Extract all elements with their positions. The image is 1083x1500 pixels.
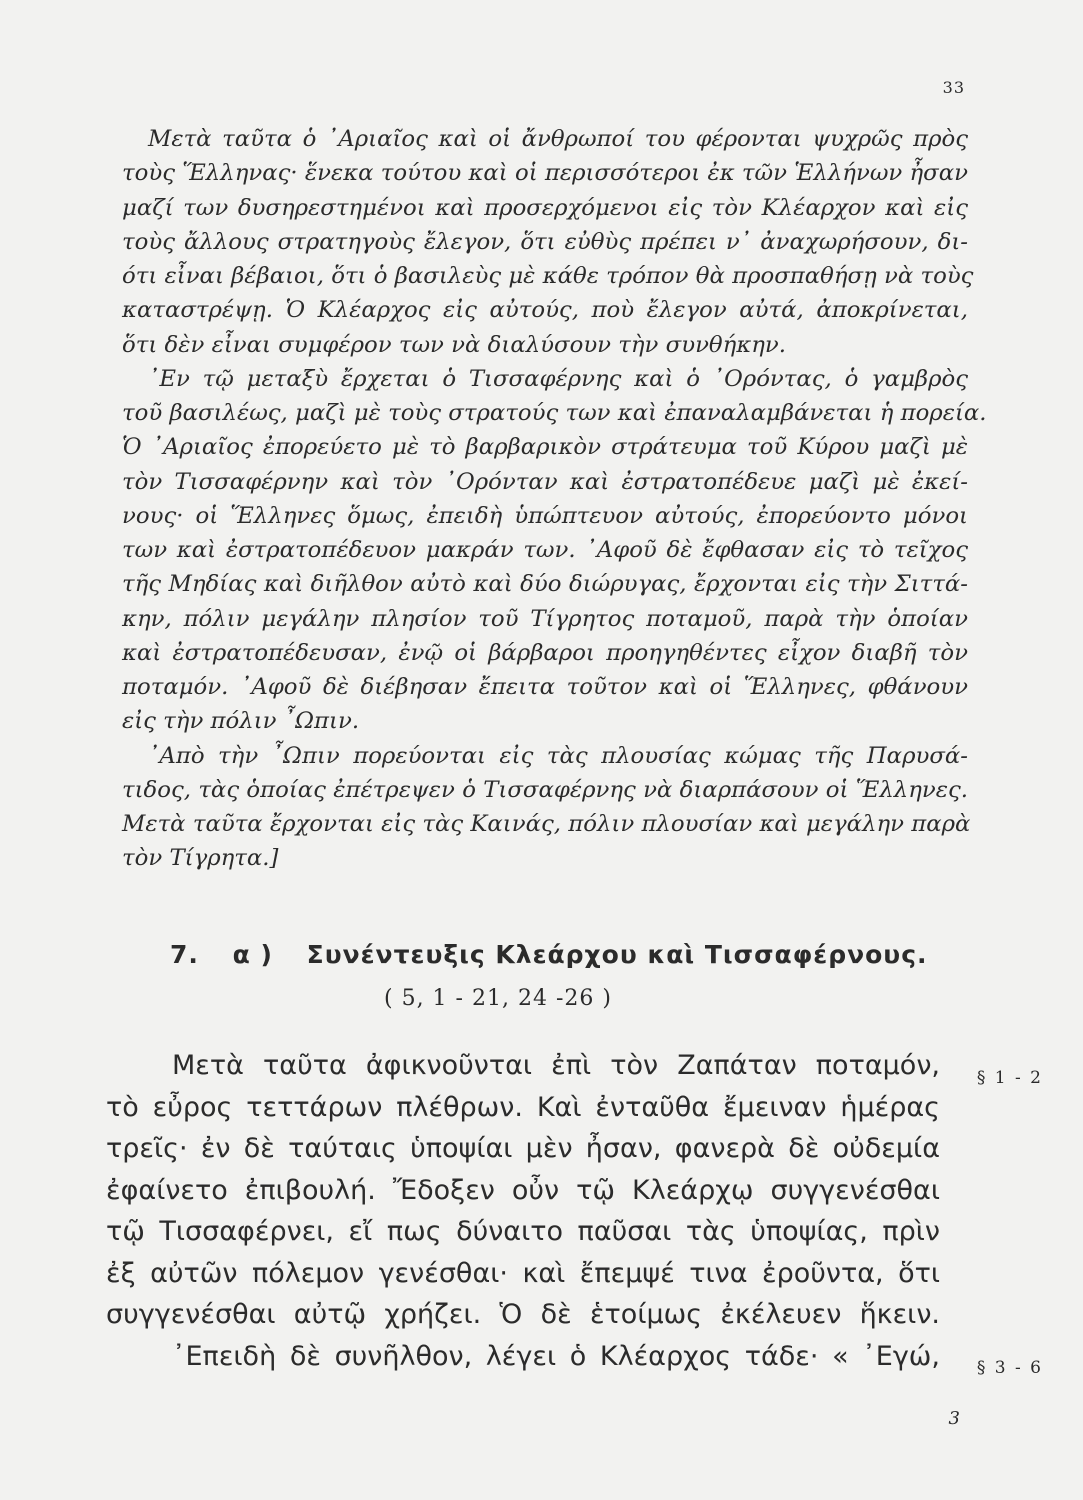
translation-line: ᾿Απὸ τὴν ῏Ωπιν πορεύονται εἰς τὰς πλουσίας κώμας τῆς Παρυσά- [148, 742, 968, 769]
ancient-line: ἐφαίνετο ἐπιβουλή. Ἔδοξεν οὖν τῷ Κλεάρχῳ συγγενέσθαι [106, 1174, 940, 1206]
translation-line: ᾿Εν τῷ μεταξὺ ἔρχεται ὁ Τισσαφέρνης καὶ ὁ ᾿Ορόντας, ὁ γαμβρὸς [148, 365, 968, 392]
translation-line: τιδος, τὰς ὁποίας ἐπέτρεψεν ὁ Τισσαφέρνης νὰ διαρπάσουν οἱ Ἕλληνες. [122, 776, 968, 803]
translation-line: καὶ ἐστρατοπέδευσαν, ἐνῷ οἱ βάρβαροι προηγηθέντες εἶχον διαβῆ τὸν [122, 639, 968, 666]
ancient-line: ᾿Επειδὴ δὲ συνῆλθον, λέγει ὁ Κλέαρχος τάδε· « ᾿Εγώ, [172, 1340, 940, 1372]
translation-line: εἰς τὴν πόλιν ῏Ωπιν. [122, 708, 360, 735]
translation-line: τοὺς Ἕλληνας· ἕνεκα τούτου καὶ οἱ περισσότεροι ἐκ τῶν Ἑλλήνων ἦσαν [122, 160, 968, 187]
margin-note: § 3 - 6 [976, 1358, 1043, 1378]
translation-text [122, 122, 987, 876]
translation-line: κην, πόλιν μεγάλην πλησίον τοῦ Τίγρητος ποταμοῦ, παρὰ τὴν ὁποίαν [122, 605, 968, 632]
translation-line: Μετὰ ταῦτα ἔρχονται εἰς τὰς Καινάς, πόλιν πλουσίαν καὶ μεγάλην παρὰ [122, 811, 971, 837]
translation-line: των καὶ ἐστρατοπέδευον μακράν των. ᾿Αφοῦ δὲ ἔφθασαν εἰς τὸ τεῖχος [122, 537, 968, 563]
section-number: 7. [170, 940, 199, 969]
translation-line: τοῦ βασιλέως, μαζὶ μὲ τοὺς στρατούς των καὶ ἐπαναλαμβάνεται ἡ πορεία. [122, 400, 987, 426]
signature-mark: 3 [948, 1408, 960, 1429]
ancient-line: τῷ Τισσαφέρνει, εἴ πως δύναιτο παῦσαι τὰς ὑποψίας, πρὶν [106, 1216, 940, 1247]
section-reference: ( 5, 1 - 21, 24 -26 ) [384, 986, 612, 1011]
ancient-line: Μετὰ ταῦτα ἀφικνοῦνται ἐπὶ τὸν Ζαπάταν ποταμόν, [172, 1050, 940, 1081]
ancient-line: τρεῖς· ἐν δὲ ταύταις ὑποψίαι μὲν ἦσαν, φανερὰ δὲ οὐδεμία [106, 1133, 940, 1164]
section-subnumber: α ) [232, 940, 273, 969]
margin-note: § 1 - 2 [976, 1068, 1043, 1088]
ancient-line: τὸ εὖρος τεττάρων πλέθρων. Καὶ ἐνταῦθα ἔμειναν ἡμέρας [106, 1091, 940, 1123]
translation-line: τὸν Τισσαφέρνην καὶ τὸν ᾿Ορόνταν καὶ ἐστρατοπέδευε μαζὶ μὲ ἐκεί- [122, 468, 968, 495]
translation-line: νους· οἱ Ἕλληνες ὅμως, ἐπειδὴ ὑπώπτευον αὐτούς, ἐπορεύοντο μόνοι [122, 502, 968, 529]
ancient-line: συγγενέσθαι αὐτῷ χρήζει. Ὁ δὲ ἑτοίμως ἐκέλευεν ἥκειν. [106, 1299, 940, 1330]
translation-line: καταστρέψῃ. Ὁ Κλέαρχος εἰς αὐτούς, ποὺ ἔλεγον αὐτά, ἀποκρίνεται, [122, 297, 968, 324]
translation-line: Ὁ ᾿Αριαῖος ἐπορεύετο μὲ τὸ βαρβαρικὸν στράτευμα τοῦ Κύρου μαζὶ μὲ [122, 434, 968, 461]
ancient-line: ἐξ αὐτῶν πόλεμον γενέσθαι· καὶ ἔπεμψέ τινα ἐροῦντα, ὅτι [106, 1257, 940, 1289]
section-title: Συνέντευξις Κλεάρχου καὶ Τισσαφέρνους. [306, 940, 928, 969]
translation-line: ὅτι δὲν εἶναι συμφέρον των νὰ διαλύσουν τὴν συνθήκην. [122, 331, 787, 358]
ancient-text [106, 1045, 940, 1377]
translation-line: τῆς Μηδίας καὶ διῆλθον αὐτὸ καὶ δύο διώρυγας, ἔρχονται εἰς τὴν Σιττά- [122, 571, 968, 598]
section-heading [170, 940, 928, 969]
page-number: 33 [942, 78, 965, 97]
translation-line: τοὺς ἄλλους στρατηγοὺς ἔλεγον, ὅτι εὐθὺς πρέπει ν᾿ ἀναχωρήσουν, δι- [122, 228, 968, 255]
translation-line: ότι εἶναι βέβαιοι, ὅτι ὁ βασιλεὺς μὲ κάθε τρόπον θὰ προσπαθήσῃ νὰ τοὺς [122, 263, 974, 289]
translation-line: Μετὰ ταῦτα ὁ ᾿Αριαῖος καὶ οἱ ἄνθρωποί του φέρονται ψυχρῶς πρὸς [148, 126, 968, 152]
translation-line: ποταμόν. ᾿Αφοῦ δὲ διέβησαν ἔπειτα τοῦτον καὶ οἱ Ἕλληνες, φθάνουν [122, 674, 968, 700]
translation-line: μαζί των δυσηρεστημένοι καὶ προσερχόμενοι εἰς τὸν Κλέαρχον καὶ εἰς [122, 194, 968, 221]
translation-line: τὸν Τίγρητα.] [122, 845, 279, 872]
